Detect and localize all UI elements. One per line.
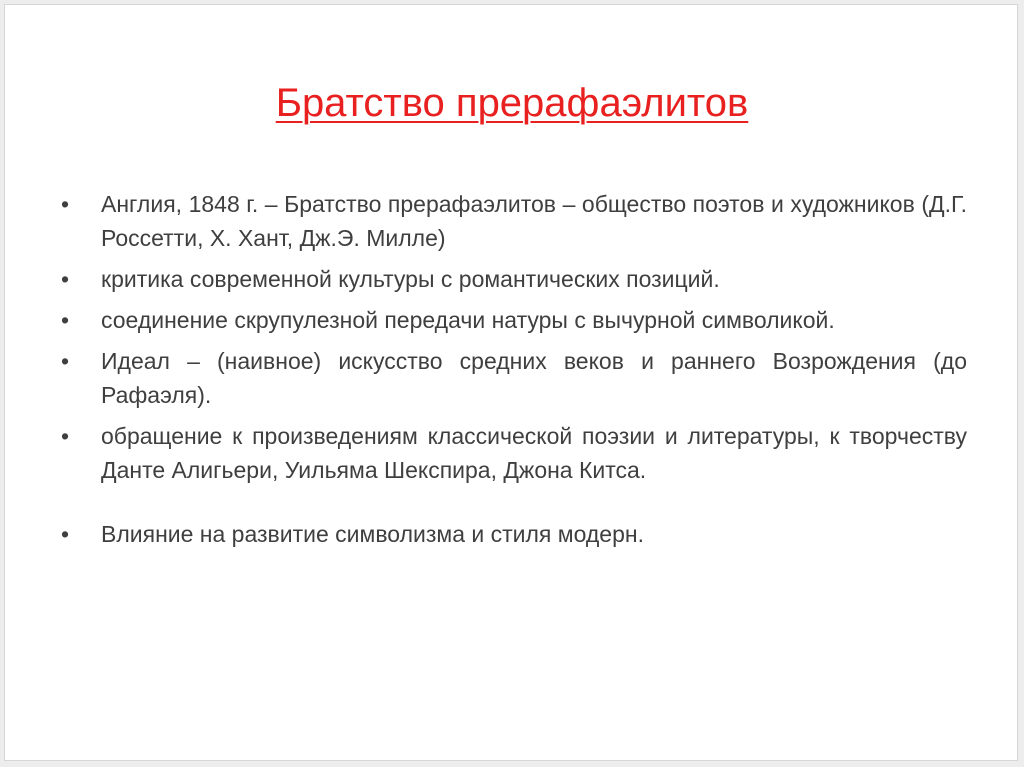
slide-title: Братство прерафаэлитов <box>275 81 749 125</box>
bullet-dot-icon: • <box>61 423 70 449</box>
slide <box>4 4 1018 761</box>
bullet-item <box>61 303 967 337</box>
bullet-text: Влияние на развитие символизма и стиля модерн. <box>101 521 644 547</box>
bullet-text: критика современной культуры с романтических позиций. <box>101 266 720 292</box>
bullet-text: Англия, 1848 г. – Братство прерафаэлитов – общество поэтов и художников (Д.Г. Россетти, Х. Хант, Дж.Э. Милле) <box>101 191 967 251</box>
bullet-item <box>61 344 967 412</box>
bullet-item <box>61 187 967 255</box>
bullet-text: соединение скрупулезной передачи натуры с вычурной символикой. <box>101 307 835 333</box>
bullet-dot-icon: • <box>61 191 70 217</box>
bullet-dot-icon: • <box>61 521 70 547</box>
bullet-dot-icon: • <box>61 266 70 292</box>
bullet-dot-icon: • <box>61 307 70 333</box>
bullet-text: обращение к произведениям классической поэзии и литературы, к творчеству Данте Алигьери, Уильяма Шекспира, Джона Китса. <box>101 423 967 483</box>
bullet-item <box>61 262 967 296</box>
bullet-dot-icon: • <box>61 348 70 374</box>
bullet-item <box>61 419 967 487</box>
bullet-item <box>61 517 967 551</box>
bullet-text: Идеал – (наивное) искусство средних веков и раннего Возрождения (до Рафаэля). <box>101 348 967 408</box>
bullet-list <box>61 187 967 558</box>
